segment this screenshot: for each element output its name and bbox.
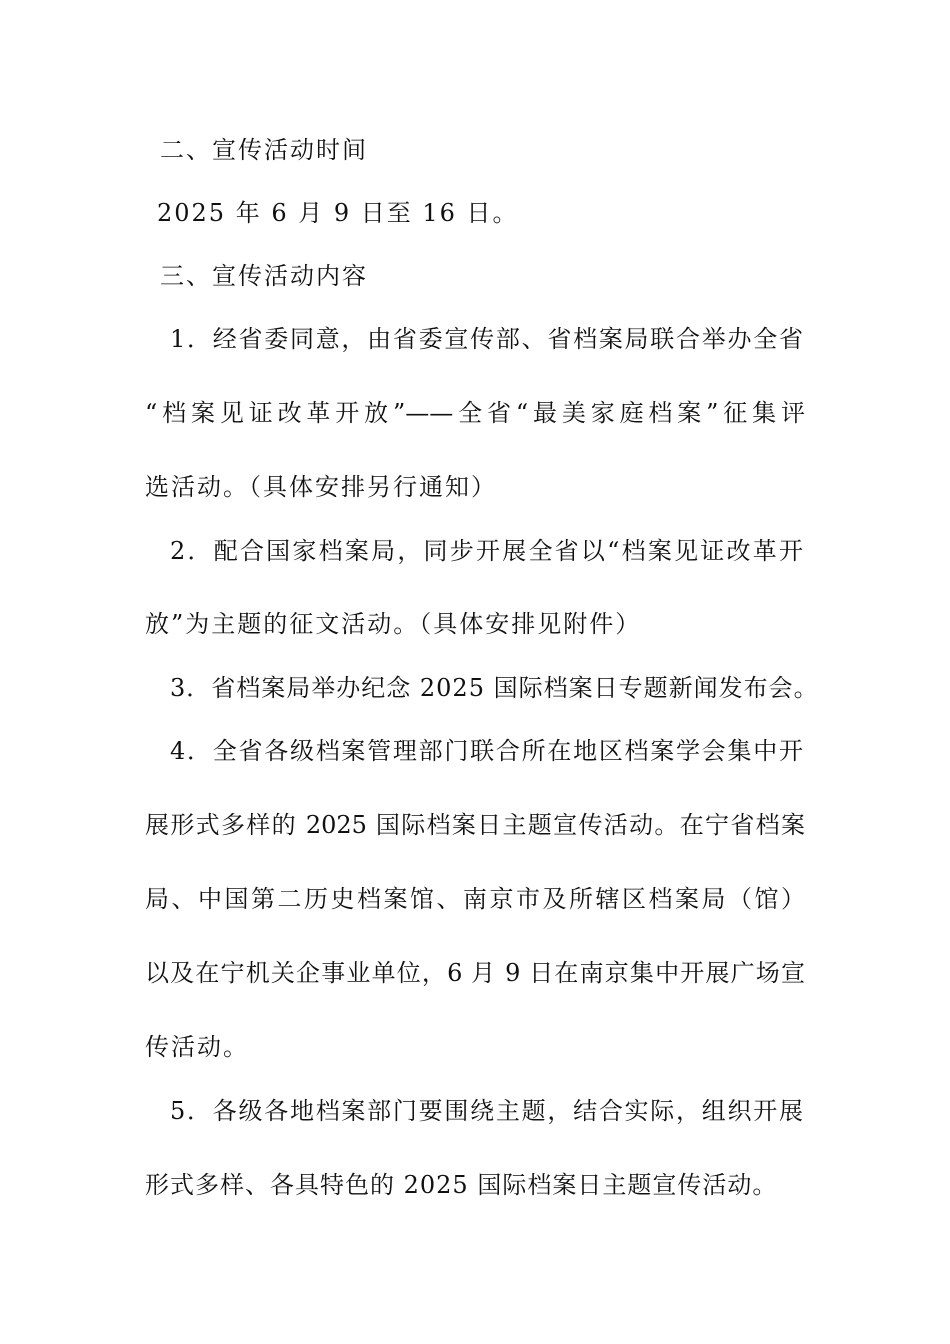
item-4-line-5: 传活动。 (145, 1033, 249, 1061)
item-2-line-2: 放”为主题的征文活动。（具体安排见附件） (145, 610, 642, 638)
item-2-line-1: 2．配合国家档案局，同步开展全省以“档案见证改革开 (170, 537, 803, 565)
item-3-line-1: 3．省档案局举办纪念 2025 国际档案日专题新闻发布会。 (170, 674, 819, 702)
item-1-line-3: 选活动。（具体安排另行通知） (145, 473, 497, 501)
item-4-line-2: 展形式多样的 2025 国际档案日主题宣传活动。在宁省档案 (145, 811, 805, 839)
section-heading-content: 三、宣传活动内容 (160, 262, 368, 290)
item-1-line-1: 1．经省委同意，由省委宣传部、省档案局联合举办全省 (170, 325, 803, 353)
item-5-line-1: 5．各级各地档案部门要围绕主题，结合实际，组织开展 (170, 1097, 803, 1125)
item-4-line-4: 以及在宁机关企事业单位，6 月 9 日在南京集中开展广场宣 (145, 959, 805, 987)
section-heading-time: 二、宣传活动时间 (160, 136, 368, 164)
item-1-line-2: “档案见证改革开放”——全省“最美家庭档案”征集评 (145, 399, 805, 427)
item-5-line-2: 形式多样、各具特色的 2025 国际档案日主题宣传活动。 (145, 1171, 778, 1199)
time-paragraph: 2025 年 6 月 9 日至 16 日。 (157, 199, 519, 227)
item-4-line-3: 局、中国第二历史档案馆、南京市及所辖区档案局（馆） (145, 885, 805, 913)
item-4-line-1: 4．全省各级档案管理部门联合所在地区档案学会集中开 (170, 737, 803, 765)
